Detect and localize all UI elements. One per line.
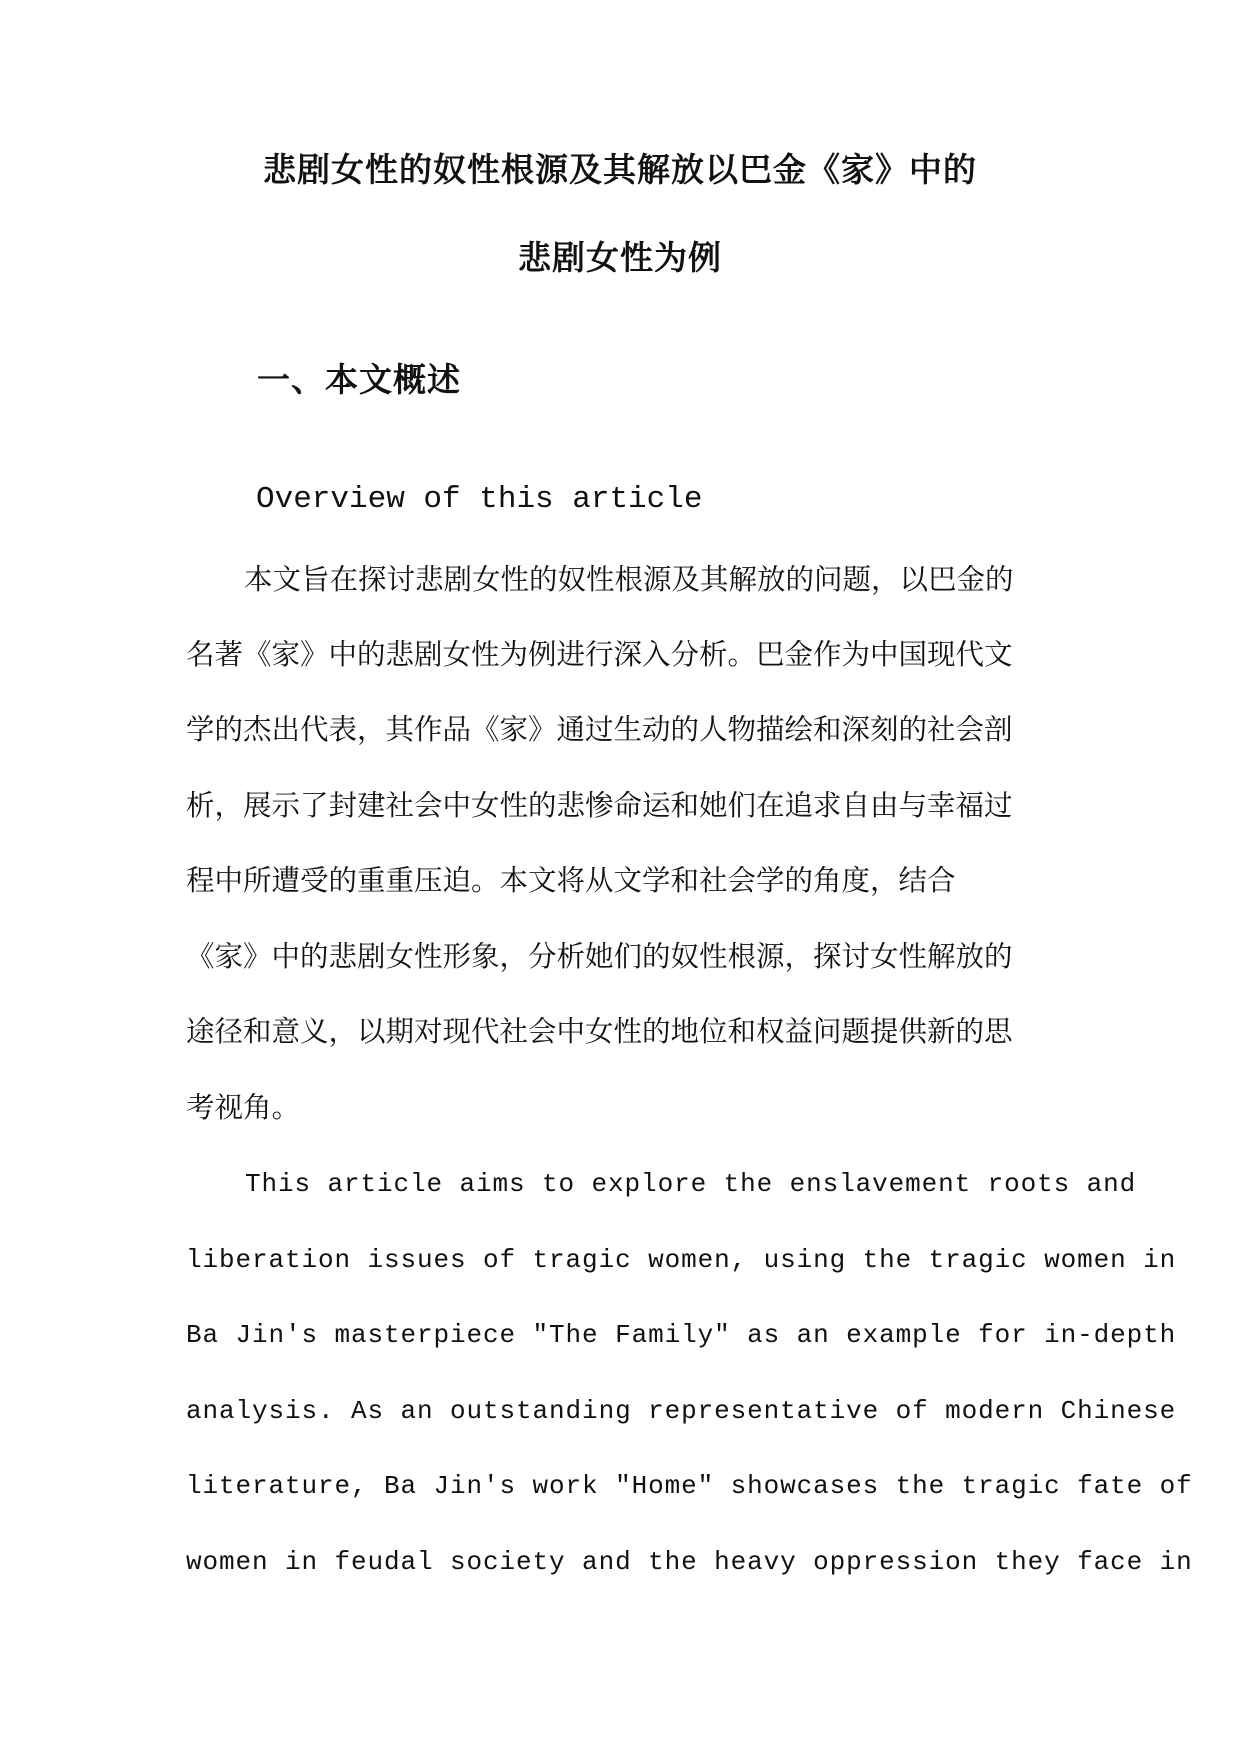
paragraph-line: 考视角。 [186,1091,301,1124]
paragraph-line: 途径和意义，以期对现代社会中女性的地位和权益问题提供新的思 [186,1015,1013,1048]
document-title-line-2: 悲剧女性为例 [518,238,722,277]
paragraph-line: This article aims to explore the enslavement roots and [245,1169,1137,1199]
paragraph-line: women in feudal society and the heavy oppression they face in [186,1547,1193,1577]
paragraph-line: 析，展示了封建社会中女性的悲惨命运和她们在追求自由与幸福过 [186,789,1013,822]
section-heading: 一、本文概述 [257,360,461,399]
paragraph-line: liberation issues of tragic women, using the tragic women in [186,1245,1177,1275]
paragraph-line: Ba Jin's masterpiece "The Family" as an example for in-depth [186,1320,1177,1350]
paragraph-line: 《家》中的悲剧女性形象，分析她们的奴性根源，探讨女性解放的 [186,940,1013,973]
paragraph-line: analysis. As an outstanding representative of modern Chinese [186,1396,1177,1426]
document-title-line-1: 悲剧女性的奴性根源及其解放以巴金《家》中的 [263,150,977,189]
section-subheading-english: Overview of this article [256,482,703,517]
paragraph-line: 学的杰出代表，其作品《家》通过生动的人物描绘和深刻的社会剖 [186,713,1013,746]
paragraph-line: literature, Ba Jin's work "Home" showcases the tragic fate of [186,1471,1193,1501]
paragraph-line: 程中所遭受的重重压迫。本文将从文学和社会学的角度，结合 [186,864,956,897]
paragraph-line: 本文旨在探讨悲剧女性的奴性根源及其解放的问题，以巴金的 [244,563,1014,596]
paragraph-line: 名著《家》中的悲剧女性为例进行深入分析。巴金作为中国现代文 [186,638,1013,671]
